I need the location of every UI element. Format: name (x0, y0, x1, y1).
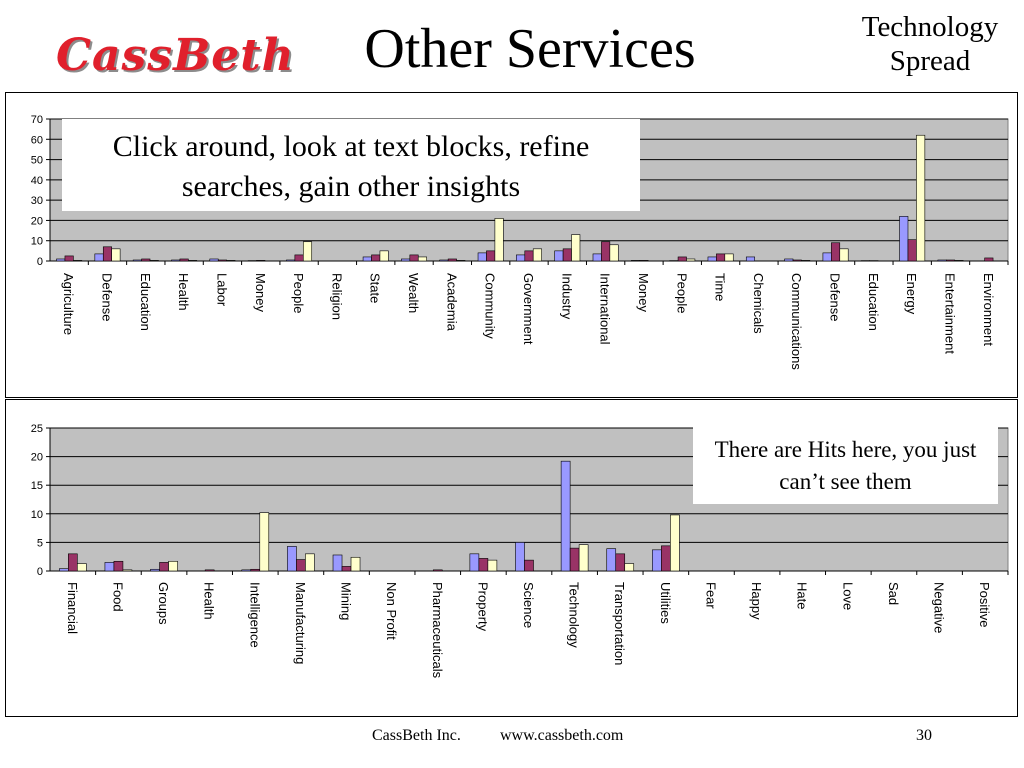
y-tick-label: 60 (30, 134, 43, 147)
top-bar-2 (946, 260, 954, 261)
top-bar-3 (610, 245, 618, 261)
top-bar-1 (555, 251, 563, 261)
bottom-bar-1 (470, 554, 479, 571)
top-bar-3 (955, 260, 963, 261)
x-tick-label: Agriculture (61, 273, 77, 336)
y-tick-label: 15 (30, 480, 43, 493)
top-bar-1 (95, 254, 103, 261)
top-bar-2 (985, 258, 993, 261)
top-bar-2 (142, 259, 150, 261)
x-tick-label: Mining (338, 582, 354, 621)
x-tick-label: Religion (329, 273, 345, 320)
x-tick-label: Sad (885, 582, 901, 606)
x-tick-label: Fear (703, 582, 719, 609)
x-tick-label: Money (252, 273, 268, 313)
top-bar-1 (900, 216, 908, 261)
top-bar-2 (563, 249, 571, 261)
top-bar-3 (112, 249, 120, 261)
bottom-bar-3 (123, 570, 132, 571)
top-bar-2 (448, 259, 456, 261)
bottom-bar-2 (570, 548, 579, 571)
top-bar-1 (708, 257, 716, 261)
bottom-bar-3 (260, 513, 269, 571)
bottom-bar-1 (105, 562, 114, 571)
bottom-bar-3 (625, 564, 634, 571)
y-tick-label: 40 (30, 174, 43, 187)
top-bar-1 (938, 260, 946, 261)
top-bar-3 (418, 257, 426, 261)
x-tick-label: Science (521, 582, 536, 629)
x-tick-label: Entertainment (942, 273, 958, 354)
corner-caption-line2: Spread (889, 45, 971, 77)
bottom-bar-2 (296, 560, 305, 571)
top-bar-1 (171, 260, 179, 261)
top-bar-3 (916, 135, 924, 261)
y-tick-label: 0 (36, 256, 43, 268)
cassbeth-logo: CassBeth (56, 30, 295, 81)
top-bar-1 (401, 259, 409, 261)
top-bar-2 (295, 255, 303, 261)
x-tick-label: Manufacturing (292, 582, 308, 665)
bottom-bar-2 (205, 570, 214, 571)
top-bar-2 (372, 255, 380, 261)
top-bar-2 (908, 240, 916, 261)
x-tick-label: Labor (214, 273, 230, 307)
page-number: 30 (916, 727, 932, 744)
top-bar-2 (103, 247, 111, 261)
x-tick-label: Pharmaceuticals (429, 582, 445, 679)
y-tick-label: 10 (30, 508, 43, 521)
top-bar-2 (65, 256, 73, 261)
x-tick-label: People (674, 273, 690, 314)
x-tick-label: Money (635, 273, 651, 313)
callout-bottom: There are Hits here, you just can’t see them (693, 426, 998, 504)
top-bar-1 (823, 253, 831, 261)
x-tick-label: Groups (156, 582, 172, 625)
top-bar-3 (73, 260, 81, 261)
x-tick-label: Non Profit (384, 582, 400, 640)
x-tick-label: Positive (977, 582, 993, 628)
top-bar-1 (210, 259, 218, 261)
top-bar-2 (257, 260, 265, 261)
bottom-bar-1 (287, 546, 296, 571)
bottom-bar-2 (160, 562, 169, 571)
x-tick-label: Love (840, 582, 856, 611)
x-tick-label: Financial (64, 582, 80, 635)
bottom-bar-2 (251, 569, 260, 571)
page-title: Other Services (364, 18, 696, 80)
top-bar-3 (495, 218, 503, 261)
x-tick-label: Environment (980, 273, 996, 346)
bottom-bar-1 (151, 569, 160, 571)
x-tick-label: Chemicals (750, 273, 766, 334)
callout-top: Click around, look at text blocks, refine searches, gain other insights (62, 119, 640, 211)
x-tick-label: Defense (99, 273, 115, 322)
x-tick-label: State (367, 273, 383, 304)
top-bar-3 (572, 235, 580, 261)
top-bar-3 (725, 254, 733, 261)
y-tick-label: 20 (30, 451, 43, 464)
bottom-bar-2 (433, 570, 442, 571)
top-bar-3 (227, 260, 235, 261)
x-tick-label: Technology (566, 582, 582, 648)
x-tick-label: Education (137, 273, 153, 331)
bottom-bar-3 (305, 554, 314, 571)
bottom-bar-1 (607, 549, 616, 571)
top-bar-3 (380, 251, 388, 261)
y-tick-label: 50 (30, 154, 43, 167)
y-tick-label: 20 (30, 215, 43, 228)
x-tick-label: Negative (931, 582, 947, 634)
bottom-bar-1 (59, 569, 68, 571)
top-bar-3 (533, 249, 541, 261)
top-bar-2 (180, 259, 188, 261)
x-tick-label: Transportation (612, 582, 628, 666)
y-tick-label: 70 (30, 114, 43, 126)
top-bar-3 (457, 260, 465, 261)
x-tick-label: Wealth (406, 273, 422, 314)
top-bar-1 (363, 257, 371, 261)
bottom-bar-1 (516, 542, 525, 571)
top-bar-3 (150, 260, 158, 261)
top-bar-2 (218, 260, 226, 261)
top-bar-2 (486, 251, 494, 261)
x-tick-label: People (291, 273, 307, 314)
top-bar-1 (516, 255, 524, 261)
x-tick-label: Defense (827, 273, 843, 322)
x-tick-label: Intelligence (247, 582, 263, 648)
footer-url[interactable]: www.cassbeth.com (500, 727, 624, 744)
top-bar-2 (716, 254, 724, 261)
x-tick-label: Food (110, 582, 126, 612)
top-bar-1 (593, 254, 601, 261)
y-tick-label: 30 (30, 195, 43, 208)
bottom-bar-2 (114, 561, 123, 571)
y-tick-label: 10 (30, 235, 43, 248)
bottom-bar-3 (670, 515, 679, 571)
x-tick-label: Property (475, 582, 491, 632)
bottom-bar-2 (68, 554, 77, 571)
top-bar-2 (601, 242, 609, 261)
footer-company: CassBeth Inc. (372, 727, 461, 744)
top-bar-3 (303, 242, 311, 261)
bottom-bar-3 (579, 545, 588, 571)
y-tick-label: 0 (36, 566, 43, 578)
y-tick-label: 5 (36, 537, 43, 550)
top-bar-1 (631, 260, 639, 261)
top-bar-2 (678, 257, 686, 261)
top-bar-3 (188, 260, 196, 261)
x-tick-label: Communications (789, 273, 805, 370)
top-bar-2 (793, 260, 801, 261)
top-bar-1 (440, 260, 448, 261)
top-bar-2 (640, 260, 648, 261)
top-bar-2 (525, 251, 533, 261)
x-tick-label: Health (176, 273, 192, 311)
corner-caption (840, 10, 1020, 78)
x-tick-label: Happy (749, 582, 765, 620)
bottom-bar-1 (652, 550, 661, 571)
x-tick-label: Community (482, 273, 498, 339)
top-bar-1 (746, 257, 754, 261)
x-tick-label: Hate (794, 582, 810, 610)
x-tick-label: International (597, 273, 613, 345)
top-bar-2 (410, 255, 418, 261)
bottom-bar-3 (169, 561, 178, 571)
corner-caption-line1: Technology (861, 11, 999, 43)
y-tick-label: 25 (30, 423, 43, 435)
x-tick-label: Government (521, 273, 536, 345)
x-tick-label: Energy (904, 273, 920, 315)
top-bar-1 (286, 260, 294, 261)
bottom-bar-2 (342, 566, 351, 571)
x-tick-label: Health (201, 582, 217, 620)
x-tick-label: Industry (559, 273, 575, 320)
top-bar-1 (133, 260, 141, 261)
top-bar-3 (840, 249, 848, 261)
bottom-bar-2 (479, 558, 488, 571)
bottom-bar-1 (561, 461, 570, 571)
bottom-bar-3 (77, 564, 86, 571)
top-bar-1 (785, 259, 793, 261)
x-tick-label: Education (865, 273, 881, 331)
top-bar-1 (478, 253, 486, 261)
x-tick-label: Utilities (657, 582, 673, 624)
bottom-bar-3 (488, 560, 497, 571)
x-tick-label: Academia (444, 273, 460, 331)
bottom-bar-1 (333, 555, 342, 571)
top-bar-1 (57, 259, 65, 261)
top-bar-2 (831, 243, 839, 261)
top-bar-3 (686, 259, 694, 261)
bottom-bar-2 (525, 560, 534, 571)
bottom-bar-3 (351, 557, 360, 571)
bottom-bar-2 (616, 554, 625, 571)
top-bar-3 (801, 260, 809, 261)
bottom-bar-2 (661, 546, 670, 571)
x-tick-label: Time (712, 273, 728, 302)
bottom-bar-1 (242, 570, 251, 571)
